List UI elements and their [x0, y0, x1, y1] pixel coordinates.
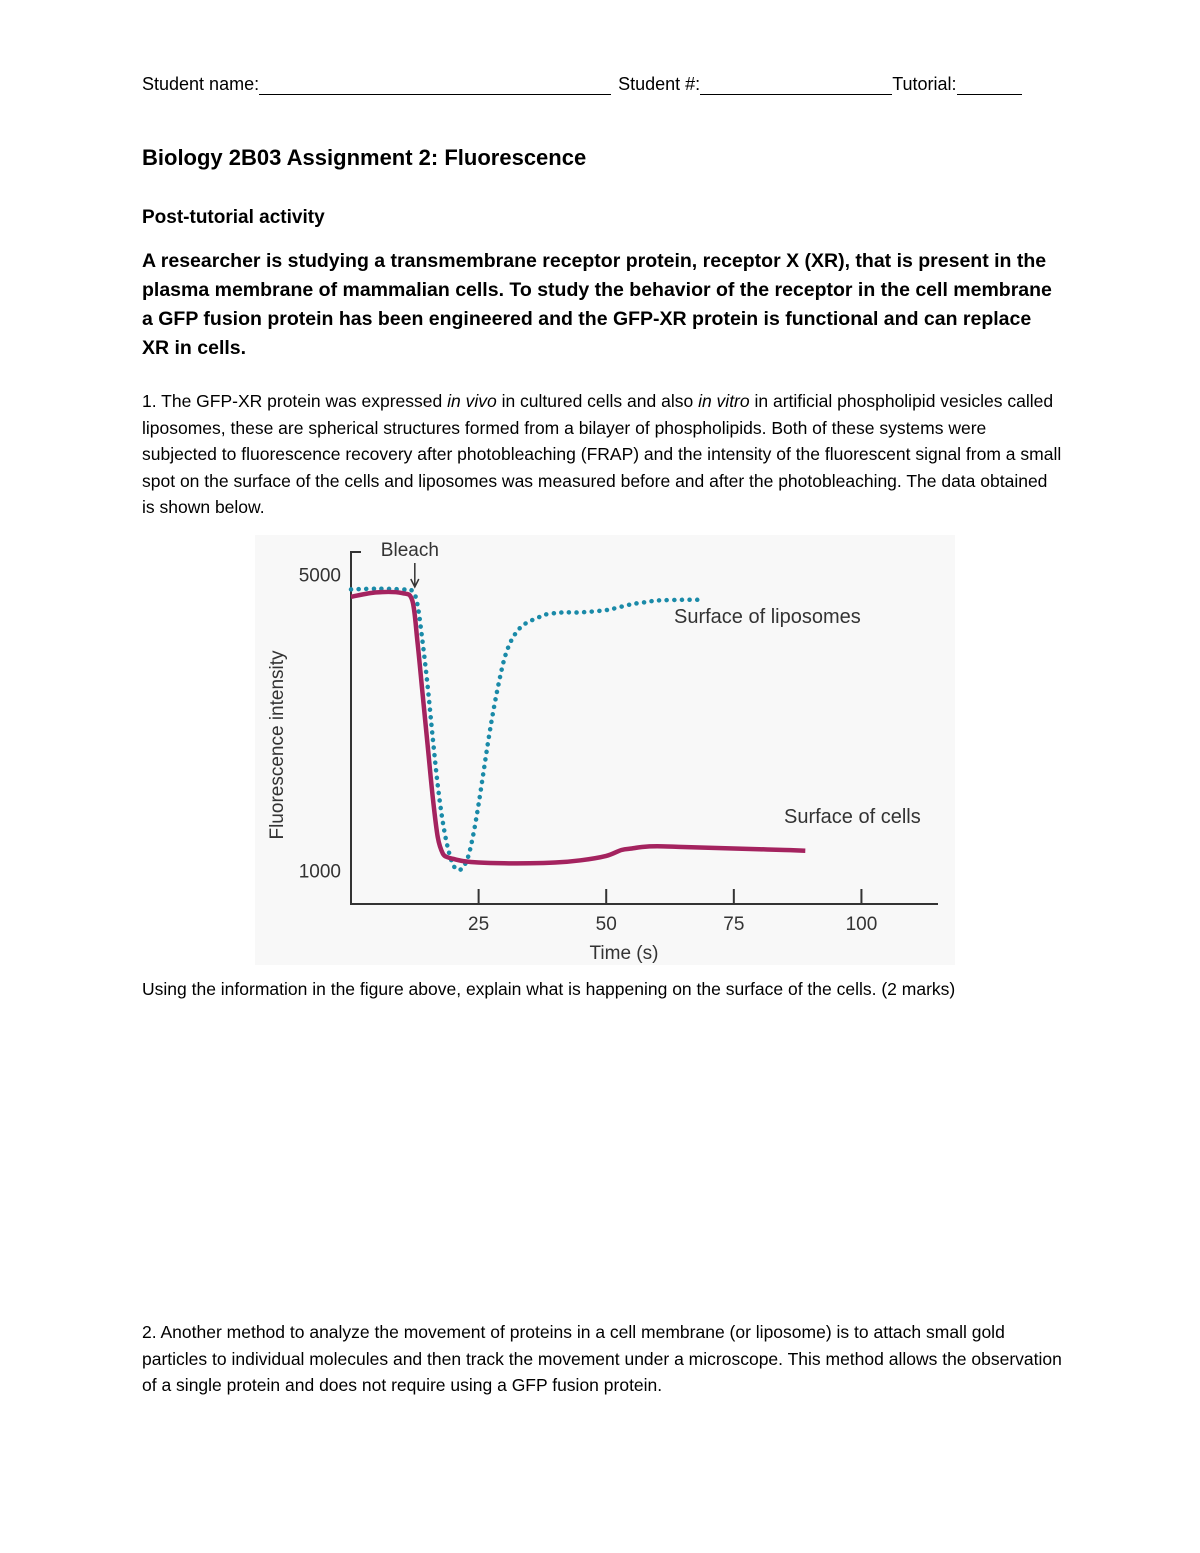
frap-chart: [255, 535, 955, 965]
q1-in-vitro: in vitro: [698, 391, 750, 411]
x-axis-label: Time (s): [589, 943, 659, 964]
y-tick-label-1000: 1000: [298, 861, 341, 883]
question-2: 2. Another method to analyze the movement of proteins in a cell membrane (or liposome) is to attach small gold particles to individual molecules and then track the movement under a microscope. This method allows the observation of a single protein and does not require using a GFP fusion protein.: [142, 1322, 1062, 1395]
tutorial-field[interactable]: [957, 76, 1022, 95]
tutorial-label: Tutorial:: [892, 74, 957, 94]
student-name-field[interactable]: [259, 76, 611, 95]
student-number-field[interactable]: [700, 76, 892, 95]
intro-paragraph: A researcher is studying a transmembrane receptor protein, receptor X (XR), that is present in the plasma membrane of mammalian cells. To study the behavior of the receptor in the cell membrane a GFP fusion protein has been engineered and the GFP-XR protein is functional and can replace XR in cells.: [142, 250, 1052, 359]
question-1-prompt: Using the information in the figure above, explain what is happening on the surface of the cells. (2 marks): [142, 979, 956, 999]
frap-figure: [255, 535, 955, 965]
series-label-surface-of-liposomes: Surface of liposomes: [674, 606, 861, 628]
student-name-label: Student name:: [142, 74, 260, 94]
student-number-label: Student #:: [618, 74, 701, 94]
q1-text-part1: 1. The GFP-XR protein was expressed: [142, 391, 448, 411]
y-axis-label: Fluorescence intensity: [267, 650, 288, 840]
page-title: Biology 2B03 Assignment 2: Fluorescence: [142, 145, 587, 170]
x-tick-label-75: 75: [723, 914, 745, 935]
series-label-surface-of-cells: Surface of cells: [784, 806, 921, 828]
chart-background: [255, 535, 955, 965]
x-tick-label-25: 25: [468, 914, 490, 935]
q1-text-part3: in artificial phospholipid vesicles called liposomes, these are spherical structures formed from a bilayer of phospholipids. Both of these systems were subjected to fluorescence recovery after photobleaching (FRAP) and the intensity of the fluorescent signal from a small spot on the surface of the cells and liposomes was measured before and after the photobleaching. The data obtained is shown below.: [142, 391, 1062, 517]
x-tick-label-50: 50: [595, 914, 617, 935]
x-tick-label-100: 100: [845, 914, 878, 935]
q1-text-part2: in cultured cells and also: [496, 391, 699, 411]
student-info-header: [142, 74, 1052, 95]
y-tick-label-5000: 5000: [298, 565, 341, 587]
section-subtitle: Post-tutorial activity: [142, 207, 325, 228]
bleach-annotation-label: Bleach: [380, 540, 439, 561]
q1-in-vivo: in vivo: [447, 391, 497, 411]
question-1: [142, 388, 1062, 521]
